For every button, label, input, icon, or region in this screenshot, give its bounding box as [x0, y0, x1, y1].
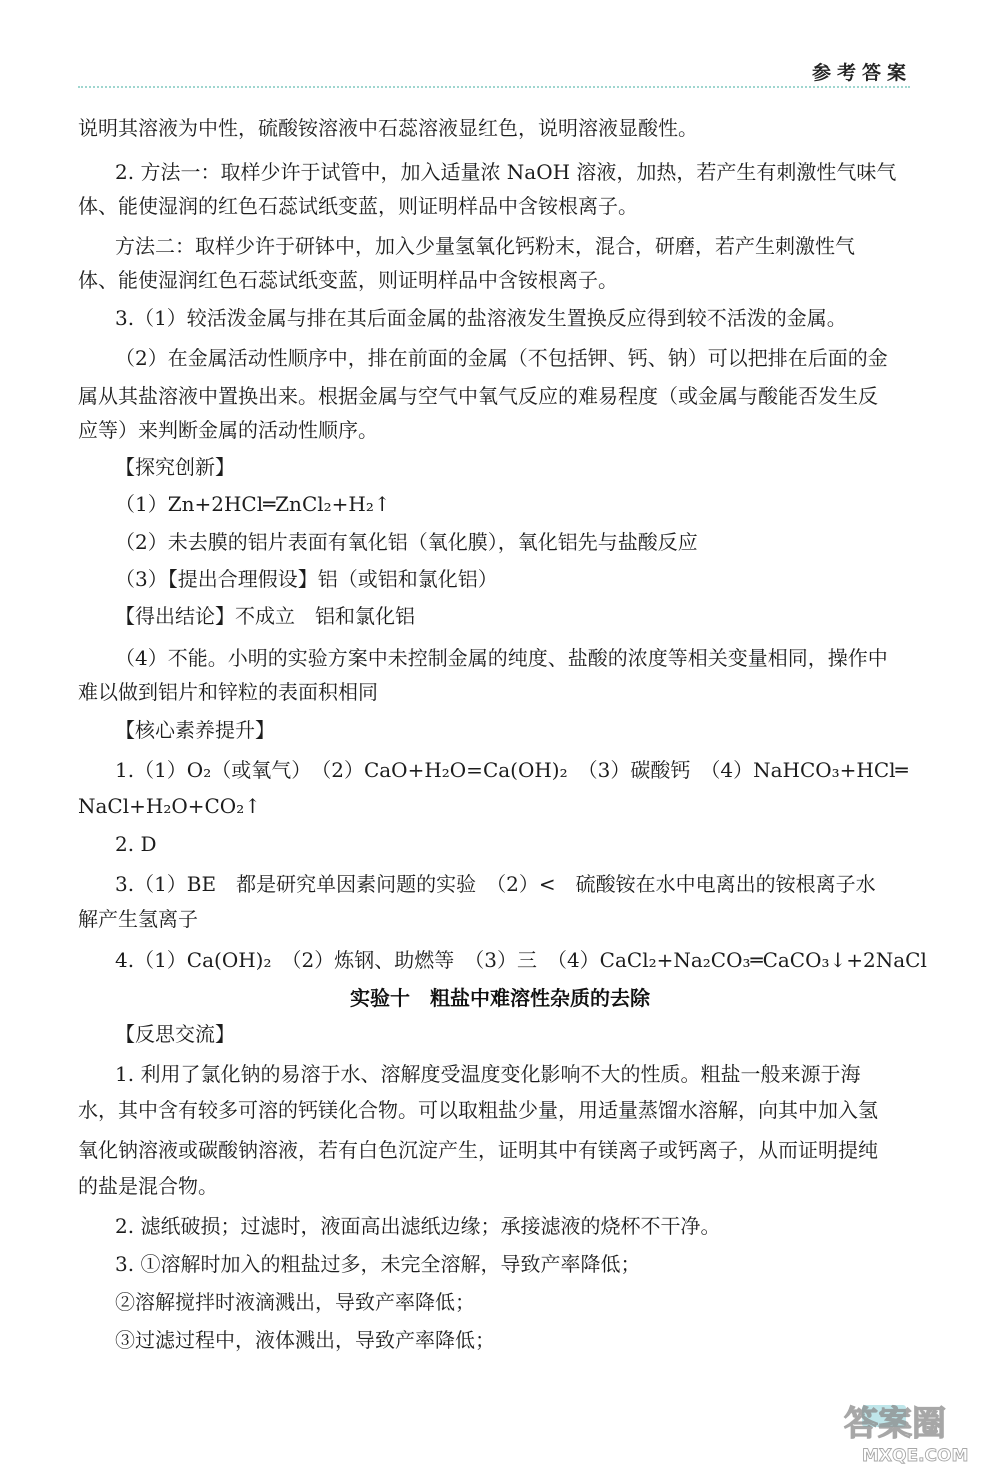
text-line: 水，其中含有较多可溶的钙镁化合物。可以取粗盐少量，用适量蒸馏水溶解，向其中加入氢 [78, 1098, 878, 1122]
section-heading-fansi: 【反思交流】 [115, 1022, 235, 1046]
text-line: 体、能使湿润红色石蕊试纸变蓝，则证明样品中含铵根离子。 [78, 268, 618, 292]
text-line: 应等）来判断金属的活动性顺序。 [78, 418, 378, 442]
svg-text:MXQE.COM: MXQE.COM [862, 1446, 969, 1466]
text-line: （2）未去膜的铝片表面有氧化铝（氧化膜），氧化铝先与盐酸反应 [115, 530, 698, 554]
text-line: 3.（1）较活泼金属与排在其后面金属的盐溶液发生置换反应得到较不活泼的金属。 [115, 306, 847, 330]
text-line: 难以做到铝片和锌粒的表面积相同 [78, 680, 378, 704]
running-header-title: 参考答案 [811, 62, 912, 84]
text-line: 1.（1）O₂（或氧气） （2）CaO+H₂O=Ca(OH)₂ （3）碳酸钙 （4）NaHCO₃+HCl═ [115, 758, 908, 782]
text-line: （2）在金属活动性顺序中，排在前面的金属（不包括钾、钙、钠）可以把排在后面的金 [115, 346, 888, 370]
text-line: （1）Zn+2HCl═ZnCl₂+H₂↑ [115, 492, 391, 516]
text-line: 2. 方法一：取样少许于试管中，加入适量浓 NaOH 溶液，加热，若产生有刺激性气味气 [115, 160, 897, 184]
text-line: 1. 利用了氯化钠的易溶于水、溶解度受温度变化影响不大的性质。粗盐一般来源于海 [115, 1062, 861, 1086]
text-line: ③过滤过程中，液体溅出，导致产率降低； [115, 1328, 495, 1352]
text-line: 【得出结论】不成立 铝和氯化铝 [115, 604, 415, 628]
header-divider [78, 86, 910, 88]
section-heading-tansuo: 【探究创新】 [115, 455, 235, 479]
text-line: （3）【提出合理假设】铝（或铝和氯化铝） [115, 567, 498, 591]
text-line: 2. 滤纸破损；过滤时，液面高出滤纸边缘；承接滤液的烧杯不干净。 [115, 1214, 721, 1238]
section-heading-hexin: 【核心素养提升】 [115, 718, 275, 742]
text-line: 4.（1）Ca(OH)₂ （2）炼钢、助燃等 （3）三 （4）CaCl₂+Na₂CO₃═CaCO₃↓+2NaCl [115, 948, 927, 972]
text-line: 属从其盐溶液中置换出来。根据金属与空气中氧气反应的难易程度（或金属与酸能否发生反 [78, 384, 878, 408]
text-line: 3. ①溶解时加入的粗盐过多，未完全溶解，导致产率降低； [115, 1252, 641, 1276]
text-line: 2. D [115, 832, 157, 856]
text-line: NaCl+H₂O+CO₂↑ [78, 794, 261, 818]
text-line: 体、能使湿润的红色石蕊试纸变蓝，则证明样品中含铵根离子。 [78, 194, 638, 218]
text-line: 解产生氢离子 [78, 907, 198, 931]
text-line: 3.（1）BE 都是研究单因素问题的实验 （2）< 硫酸铵在水中电离出的铵根离子水 [115, 872, 876, 896]
text-line: 说明其溶液为中性，硫酸铵溶液中石蕊溶液显红色，说明溶液显酸性。 [78, 116, 698, 140]
text-line: 方法二：取样少许于研钵中，加入少量氢氧化钙粉末，混合，研磨，若产生刺激性气 [115, 234, 855, 258]
text-line: 的盐是混合物。 [78, 1174, 218, 1198]
experiment-title: 实验十 粗盐中难溶性杂质的去除 [350, 986, 650, 1010]
watermark-logo [840, 1395, 990, 1467]
text-line: （4）不能。小明的实验方案中未控制金属的纯度、盐酸的浓度等相关变量相同，操作中 [115, 646, 888, 670]
text-line: ②溶解搅拌时液滴溅出，导致产率降低； [115, 1290, 475, 1314]
svg-text:答案圈: 答案圈 [844, 1404, 946, 1444]
text-line: 氧化钠溶液或碳酸钠溶液，若有白色沉淀产生，证明其中有镁离子或钙离子，从而证明提纯 [78, 1138, 878, 1162]
